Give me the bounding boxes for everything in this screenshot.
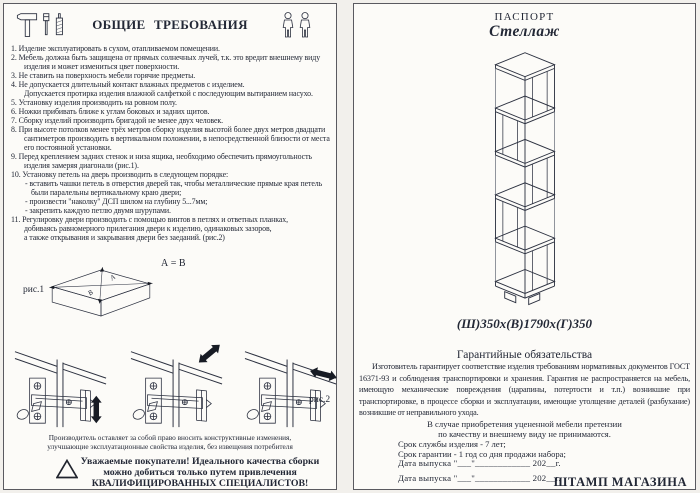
product-dimensions: (Ш)350х(В)1790х(Г)350 <box>456 316 593 331</box>
requirement-item: 2. Мебель должна быть защищена от прямых солнечных лучей, т.к. это вредит внешнему виду изделия и может измениться цвет поверхности. <box>11 53 321 71</box>
issue-date-line: Дата выпуска "___"____________ 202__г. <box>398 473 561 483</box>
warning-zone <box>4 455 336 489</box>
requirement-item: 10. Установку петель на дверь производить в следующем порядке: <box>11 170 229 179</box>
hinge-adjustment-drawing-vertical <box>12 338 110 430</box>
warning-triangle-icon <box>56 459 78 479</box>
diagonal-a-label: A <box>108 273 117 283</box>
diagonals-equal-formula: А = В <box>161 258 186 269</box>
requirement-item: 8. При высоте потолков менее трёх метров сборку изделия высотой более двух метров двадцати сантиметров производить в вертикальном положении, в непосредственной близости от места его постоянной установки. <box>11 125 330 152</box>
general-requirements-panel <box>3 3 337 490</box>
two-persons-icon <box>275 11 319 39</box>
passport-title: ПАСПОРТ <box>494 11 555 23</box>
hinge-adjustment-drawing-horizontal <box>242 338 340 430</box>
assembly-warning-text: Уважаемые покупатели! Идеального качества сборки можно добиться только путем привлечения КВАЛИФИЦИРОВАННЫХ СПЕЦИАЛИСТОВ! <box>80 456 320 489</box>
requirement-item: 4. Не допускается длительный контакт влажных предметов с изделием. Допускается протирка изделия влажной салфеткой с последующим вытиранием насухо. <box>11 80 313 98</box>
requirement-item: 9. Перед креплением задних стенок и низа ящика, необходимо обеспечить прямоугольность изделия замеряя диагонали (рис.1). <box>11 152 312 170</box>
figure-2-label: рис.2 <box>309 395 331 405</box>
requirement-item: 5. Установку изделия производить на ровном полу. <box>11 98 177 107</box>
left-panel-header <box>4 7 336 42</box>
warranty-title: Гарантийные обязательства <box>456 349 593 361</box>
warranty-text: Изготовитель гарантирует соответствие изделия требованиям нормативных документов ГОСТ 16371-93 и соблюдения транспортировки и хранения. Гарантия не распространяется на мебель, имеющую механические повреждения (царапины, потертости и т.п.) возникшие при транспортировке, в процессе сборки и эксплуатации, имеющие утолщение деталей (разбухание) возникшие от неправильного ухода. <box>359 362 690 417</box>
requirement-item: 11. Регулировку двери производить с помощью винтов в петлях и ответных планках, добиваясь равномерного прилегания двери к изделию, одинаковых зазоров, а также открывания и закрывания двери без заеданий. (рис.2) <box>11 215 288 242</box>
hinge-adjustment-drawing-diagonal <box>128 338 226 430</box>
diagonal-check-box-drawing <box>48 255 154 331</box>
shelf-unit-drawing <box>488 49 562 311</box>
product-name: Стеллаж <box>489 23 560 40</box>
service-life-line: Срок службы изделия - 7 лет; <box>398 439 506 449</box>
store-stamp-label: ШТАМП МАГАЗИНА <box>553 475 687 489</box>
general-requirements-title: ОБЩИЕ ТРЕБОВАНИЯ <box>92 17 248 32</box>
manufacturer-note: Производитель оставляет за собой право вносить конструктивные изменения, улучшающие эксплуатационные свойства изделия, без извещения потребителя <box>47 433 293 451</box>
discount-goods-note: В случае приобретения уцененной мебели претензии по качеству и внешнему виду не принимаются. <box>427 419 622 439</box>
warranty-period-line: Срок гарантии - 1 год со дня продажи набора; <box>398 449 566 459</box>
passport-panel <box>353 3 696 490</box>
figure-2-zone <box>4 338 336 433</box>
diagonal-b-label: B <box>86 288 95 298</box>
issue-date-line: Дата выпуска "___"____________ 202__г. <box>398 458 561 468</box>
requirement-subitem: - закрепить каждую петлю двумя шурупами. <box>25 206 171 215</box>
requirements-list <box>11 44 332 242</box>
requirement-subitem: - вставить чашки петель в отверстия дверей так, чтобы металлические прямые края петель были паралельны вертикальному краю двери; <box>25 179 323 197</box>
requirement-item: 3. Не ставить на поверхность мебели горячие предметы. <box>11 71 196 80</box>
figure-1-label: рис.1 <box>23 285 45 295</box>
requirement-item: 1. Изделие эксплуатировать в сухом, отапливаемом помещении. <box>11 44 220 53</box>
requirement-item: 7. Сборку изделий производить бригадой не менее двух человек. <box>11 116 224 125</box>
figure-1-zone <box>4 254 336 337</box>
requirement-item: 6. Ножки прибивать ближе к углам боковых и задних щитов. <box>11 107 210 116</box>
requirement-subitem: - произвести "наколку" ДСП шилом на глубину 5...7мм; <box>25 197 208 206</box>
